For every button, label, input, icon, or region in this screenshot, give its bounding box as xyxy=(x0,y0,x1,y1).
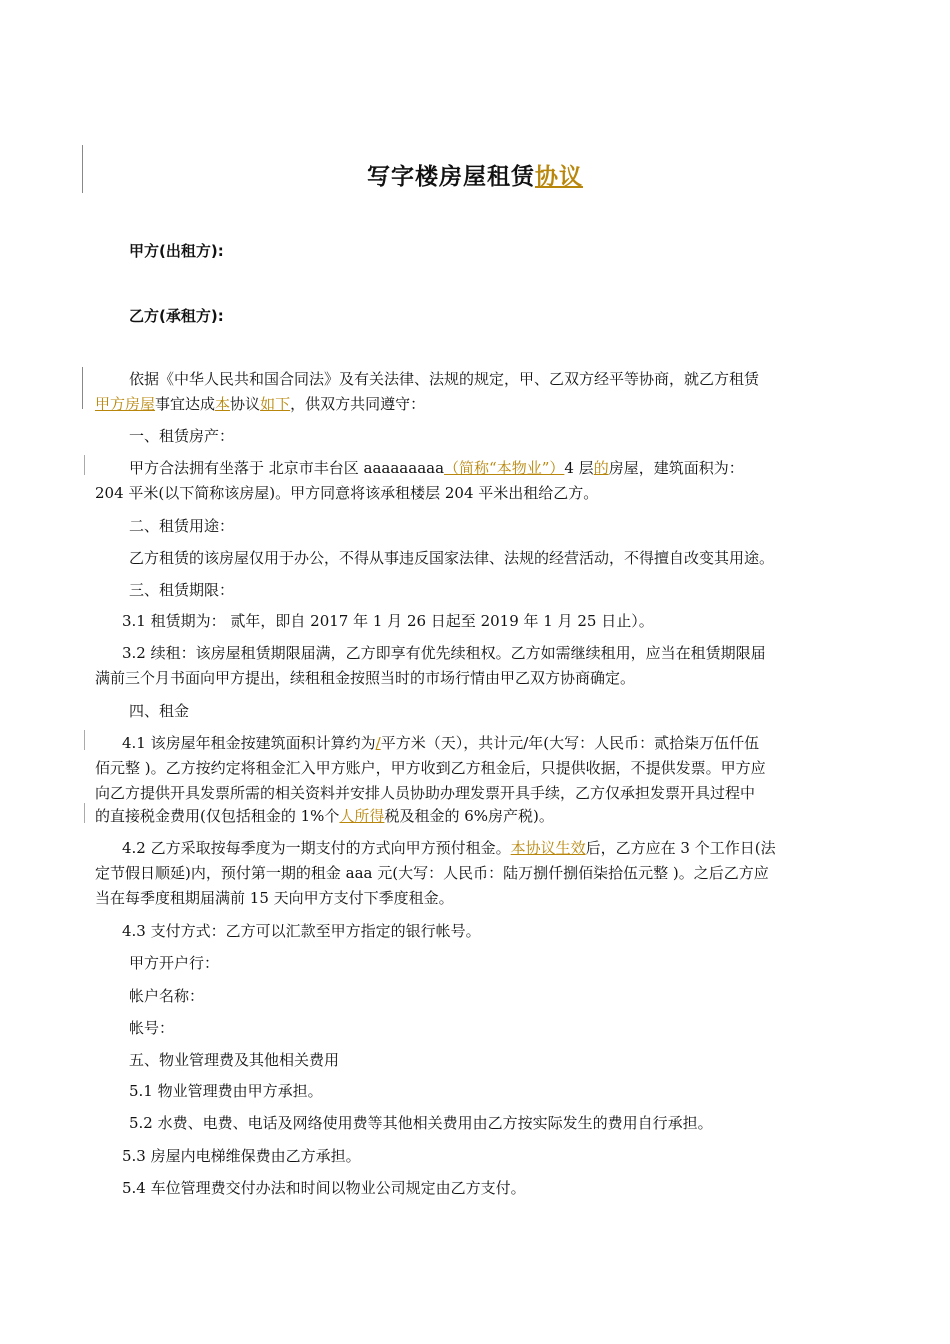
document-title xyxy=(0,158,950,191)
section-2-heading: 二、租赁用途： xyxy=(129,517,235,535)
s1-line-2: 204 平米(以下简称该房屋)。甲方同意将该承租楼层 204 平米出租给乙方。 xyxy=(95,484,599,502)
party-b-label: 乙方(承租方): xyxy=(129,307,224,325)
clause-5-4: 5.4 车位管理费交付办法和时间以物业公司规定由乙方支付。 xyxy=(122,1179,526,1197)
clause-4-3: 4.3 支付方式：乙方可以汇款至甲方指定的银行帐号。 xyxy=(122,922,481,940)
s2-line-1: 乙方租赁的该房屋仅用于办公，不得从事违反国家法律、法规的经营活动，不得擅自改变其用途。 xyxy=(129,549,775,567)
section-4-heading: 四、租金 xyxy=(129,702,190,720)
clause-4-1-line-2: 佰元整 )。乙方按约定将租金汇入甲方账户，甲方收到乙方租金后，只提供收据，不提供发票。甲方应 xyxy=(95,759,766,777)
account-number-label: 帐号： xyxy=(129,1019,175,1037)
clause-4-1-line-1: 4.1 该房屋年租金按建筑面积计算约为/平方米（天），共计元/年(大写：人民币：贰拾柒万伍仟伍 xyxy=(122,734,760,752)
bank-label: 甲方开户行： xyxy=(129,954,220,972)
revision-bar xyxy=(82,367,83,409)
section-5-heading: 五、物业管理费及其他相关费用 xyxy=(129,1051,340,1069)
intro-line-2: 甲方房屋事宜达成本协议如下，供双方共同遵守： xyxy=(95,395,426,413)
clause-5-3: 5.3 房屋内电梯维保费由乙方承担。 xyxy=(122,1147,361,1165)
clause-4-2-line-1: 4.2 乙方采取按每季度为一期支付的方式向甲方预付租金。本协议生效后，乙方应在 3 个工作日(法 xyxy=(122,839,776,857)
clause-5-1: 5.1 物业管理费由甲方承担。 xyxy=(129,1082,323,1100)
party-a-label: 甲方(出租方): xyxy=(129,242,224,260)
account-name-label: 帐户名称： xyxy=(129,987,205,1005)
title-text: 写字楼房屋租赁 xyxy=(367,164,535,190)
clause-4-2-line-3: 当在每季度租期届满前 15 天向甲方支付下季度租金。 xyxy=(95,889,454,907)
clause-4-1-line-3: 向乙方提供开具发票所需的相关资料并安排人员协助办理发票开具手续，乙方仅承担发票开具过程中 xyxy=(95,784,756,802)
revision-bar xyxy=(84,455,85,475)
clause-3-2-line-1: 3.2 续租：该房屋租赁期限届满，乙方即享有优先续租权。乙方如需继续租用，应当在租赁期限届 xyxy=(122,644,766,662)
clause-4-2-line-2: 定节假日顺延)内，预付第一期的租金 aaa 元(大写：人民币：陆万捌仟捌佰柒拾伍元整 )。之后乙方应 xyxy=(95,864,769,882)
intro-line-1: 依据《中华人民共和国合同法》及有关法律、法规的规定，甲、乙双方经平等协商，就乙方租赁 xyxy=(129,370,760,388)
clause-5-2: 5.2 水费、电费、电话及网络使用费等其他相关费用由乙方按实际发生的费用自行承担。 xyxy=(129,1114,713,1132)
revision-bar xyxy=(84,803,85,823)
section-3-heading: 三、租赁期限： xyxy=(129,581,235,599)
revision-bar xyxy=(84,730,85,750)
title-accent: 协议 xyxy=(535,164,583,190)
s1-line-1: 甲方合法拥有坐落于 北京市丰台区 aaaaaaaaa（简称“本物业”）4 层的房屋，建筑面积为： xyxy=(129,459,744,477)
clause-4-1-line-4: 的直接税金费用(仅包括租金的 1%个人所得税及租金的 6%房产税)。 xyxy=(95,807,554,825)
clause-3-2-line-2: 满前三个月书面向甲方提出，续租租金按照当时的市场行情由甲乙双方协商确定。 xyxy=(95,669,636,687)
clause-3-1: 3.1 租赁期为： 贰年，即自 2017 年 1 月 26 日起至 2019 年 1 月 25 日止）。 xyxy=(122,612,654,630)
section-1-heading: 一、租赁房产： xyxy=(129,427,235,445)
